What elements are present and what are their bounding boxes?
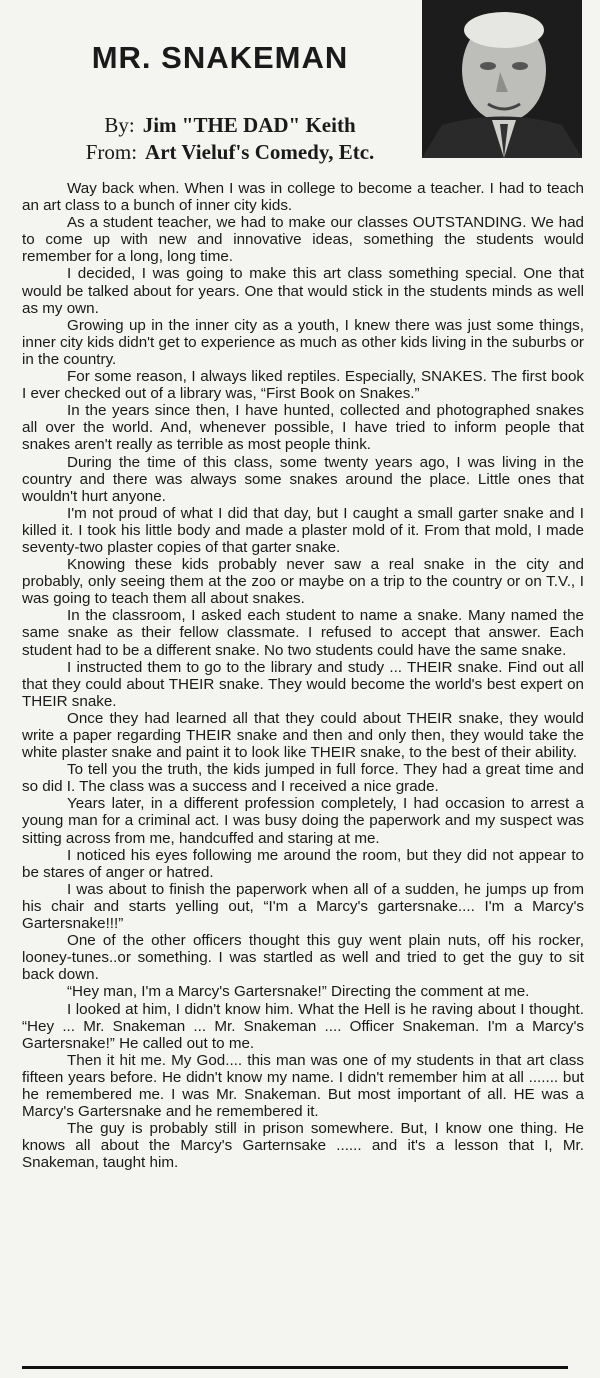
article-title: MR. SNAKEMAN (91, 40, 349, 75)
paragraph: Years later, in a different profession completely, I had occasion to arrest a young man for a criminal act. I was busy doing the paperwork and my suspect was sitting across from me, handcuffed and staring at me. (22, 795, 584, 847)
from-label: From: (85, 140, 138, 164)
paragraph: Way back when. When I was in college to become a teacher. I had to teach an art class to a bunch of inner city kids. (22, 180, 584, 215)
bottom-rule (22, 1366, 568, 1369)
paragraph: To tell you the truth, the kids jumped in full force. They had a great time and so did I. The class was a success and I received a nice grade. (22, 761, 584, 796)
paragraph: Knowing these kids probably never saw a real snake in the city and probably, only seeing them at the zoo or maybe on a trip to the country or on T.V., I was going to teach them all about snakes. (22, 556, 584, 608)
paragraph: In the years since then, I have hunted, collected and photographed snakes all over the world. And, whenever possible, I have tried to inform people that snakes aren't really as terrible as most people think. (22, 402, 584, 454)
paragraph: I'm not proud of what I did that day, but I caught a small garter snake and I killed it. I took his little body and made a plaster mold of it. From that mold, I made seventy-two plaster copies of that garter snake. (22, 504, 584, 556)
paragraph: For some reason, I always liked reptiles. Especially, SNAKES. The first book I ever checked out of a library was, “First Book on Snakes.” (22, 368, 584, 403)
author-name: Jim "THE DAD" Keith (142, 113, 356, 137)
paragraph: I instructed them to go to the library and study ... THEIR snake. Find out all that they could about THEIR snake. They would become the world's best expert on THEIR snake. (22, 658, 584, 710)
article-body (22, 180, 584, 1171)
by-label: By: (104, 113, 135, 137)
paragraph: In the classroom, I asked each student to name a snake. Many named the same snake as their fellow classmate. I refused to accept that answer. Each student had to be a different snake. No two students could have the same snake. (22, 607, 584, 659)
paragraph: I noticed his eyes following me around the room, but they did not appear to be stares of anger or hatred. (22, 846, 584, 881)
paragraph: I looked at him, I didn't know him. What the Hell is he raving about I thought. “Hey ... Mr. Snakeman ... Mr. Snakeman .... Officer Snakeman. I'm a Marcy's Gartersnake!” He called out to me. (22, 1000, 584, 1052)
paragraph: Growing up in the inner city as a youth, I knew there was just some things, inner city kids didn't get to experience as much as other kids living in the suburbs or in the country. (22, 316, 584, 368)
author-portrait-image (422, 0, 582, 158)
paragraph: During the time of this class, some twenty years ago, I was living in the country and there was always some snakes around the place. Little ones that wouldn't hurt anyone. (22, 453, 584, 505)
source-name: Art Vieluf's Comedy, Etc. (145, 140, 375, 164)
paragraph: Once they had learned all that they could about THEIR snake, they would write a paper regarding THEIR snake and then and only then, they would take the white plaster snake and paint it to look like THEIR snake, to the best of their ability. (22, 709, 584, 762)
paragraph: The guy is probably still in prison somewhere. But, I know one thing. He knows all about the Marcy's Garternsake ...... and it's a lesson that I, Mr. Snakeman, taught him. (22, 1120, 584, 1172)
paragraph: Then it hit me. My God.... this man was one of my students in that art class fifteen years before. He didn't know my name. I didn't remember him at all ....... but he remembered me. I was Mr. Snakeman. But most important of all. HE was a Marcy's Gartersnake and he remembered it. (22, 1051, 584, 1121)
byline (60, 112, 400, 166)
paragraph: I decided, I was going to make this art class something special. One that would be talked about for years. One that would stick in the students minds as well as my own. (22, 265, 584, 317)
paragraph: One of the other officers thought this guy went plain nuts, off his rocker, looney-tunes..or something. I was startled as well and tried to get the guy to sit back down. (22, 932, 584, 984)
paragraph: “Hey man, I'm a Marcy's Gartersnake!” Directing the comment at me. (67, 983, 530, 1001)
paragraph: I was about to finish the paperwork when all of a sudden, he jumps up from his chair and starts yelling out, “I'm a Marcy's gartersnake.... I'm a Marcy's Gartersnake!!!” (22, 880, 584, 933)
author-photo (422, 0, 582, 158)
paragraph: As a student teacher, we had to make our classes OUTSTANDING. We had to come up with new and innovative ideas, something the students would remember for a long, long time. (22, 214, 584, 266)
